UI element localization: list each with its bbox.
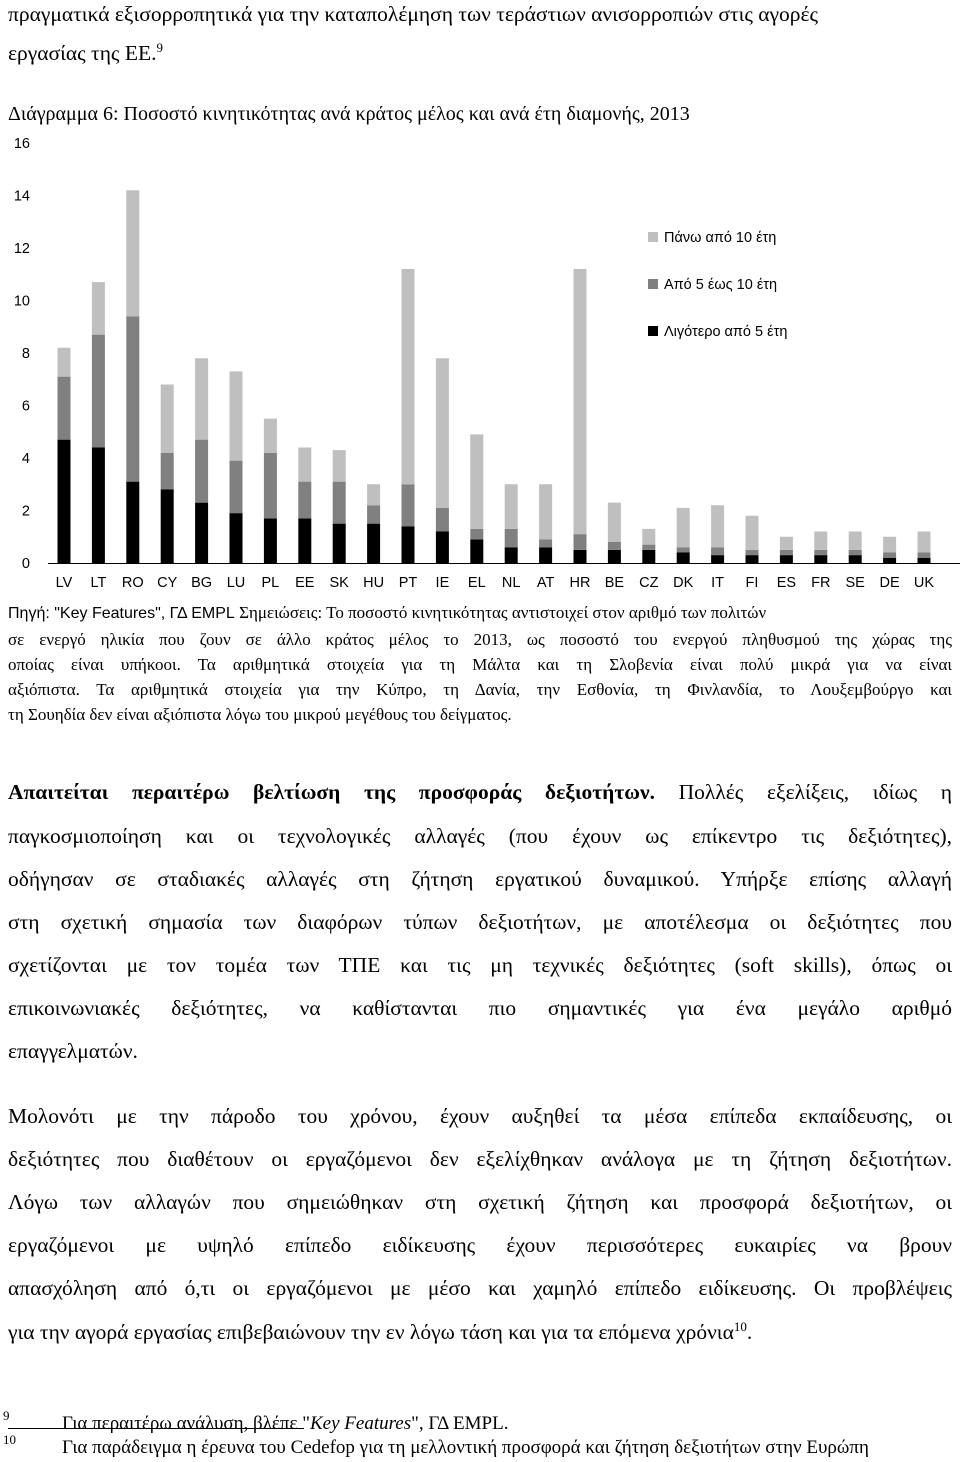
- bar-segment: [367, 524, 380, 563]
- bar-segment: [470, 539, 483, 563]
- footnote-9-pre: Για περαιτέρω ανάλυση, βλέπε ": [62, 1413, 310, 1434]
- bar-segment: [230, 461, 243, 514]
- bar-segment: [849, 555, 862, 563]
- bar-segment: [780, 555, 793, 563]
- chart-note-line-1: [8, 603, 766, 623]
- para2-line-6-end: .: [746, 1320, 753, 1344]
- bar-segment: [746, 550, 759, 555]
- footnote-9-italic: Key Features: [310, 1413, 412, 1434]
- para2-line-6-text: για την αγορά εργασίας επιβεβαιώνουν την εν λόγω τάση και για τα επόμενα χρόνια: [8, 1320, 734, 1344]
- bar-segment: [126, 316, 139, 481]
- bar-segment: [780, 537, 793, 550]
- x-tick-label: AT: [536, 575, 555, 591]
- y-tick-label: 16: [13, 136, 30, 152]
- legend-label: Πάνω από 10 έτη: [664, 230, 777, 246]
- x-tick-label: ES: [776, 575, 797, 591]
- bar-segment: [883, 537, 896, 553]
- bar-segment: [505, 484, 518, 529]
- y-tick-label: 4: [21, 451, 30, 467]
- x-tick-label: BE: [604, 575, 625, 591]
- para2-line-1: Μολονότι με την πάροδο του χρόνου, έχουν αυξηθεί τα μέσα επίπεδα εκπαίδευσης, οι: [8, 1104, 952, 1128]
- para2-line-4: εργαζόμενοι με υψηλό επίπεδο ειδίκευσης έχουν περισσότερες ευκαιρίες να βρουν: [8, 1233, 952, 1257]
- x-tick-label: LU: [226, 575, 246, 591]
- x-tick-label: FI: [745, 575, 759, 591]
- legend-label: Από 5 έως 10 έτη: [664, 277, 778, 293]
- x-tick-label: HU: [363, 575, 385, 591]
- bar-segment: [539, 547, 552, 563]
- x-tick-label: LT: [90, 575, 107, 591]
- bar-segment: [58, 348, 71, 377]
- bar-segment: [126, 482, 139, 563]
- bar-segment: [677, 508, 690, 547]
- intro-line-2-text: εργασίας της ΕΕ.: [8, 41, 157, 65]
- y-tick-label: 8: [21, 346, 30, 362]
- footnote-10-text: Για παράδειγμα η έρευνα του Cedefop για τη μελλοντική προσφορά και ζήτηση δεξιοτήτων στην Ευρώπη: [62, 1437, 869, 1458]
- footnote-9-post: ", ΓΔ EMPL.: [411, 1413, 509, 1434]
- x-tick-label: IT: [711, 575, 725, 591]
- footnote-9-text: [62, 1413, 508, 1435]
- chart-source: Πηγή: "Key Features", ΓΔ EMPL: [8, 605, 235, 622]
- bars: [58, 190, 931, 563]
- bar-segment: [505, 529, 518, 547]
- y-tick-label: 10: [13, 293, 30, 310]
- bar-segment: [298, 448, 311, 482]
- bar-segment: [505, 547, 518, 563]
- bar-segment: [849, 532, 862, 550]
- bar-segment: [264, 419, 277, 453]
- bar-segment: [470, 434, 483, 529]
- bar-segment: [608, 503, 621, 542]
- para1-line-1: [8, 780, 952, 805]
- legend-swatch: [648, 279, 658, 289]
- y-axis: [14, 136, 960, 572]
- para1-line-2: παγκοσμιοποίηση και οι τεχνολογικές αλλαγές (που έχουν ως επίκεντρο τις δεξιότητες),: [8, 824, 952, 848]
- bar-segment: [642, 550, 655, 563]
- para1-line-3: οδήγησαν σε σταδιακές αλλαγές στη ζήτηση εργατικού δυναμικού. Υπήρξε επίσης αλλαγή: [8, 867, 952, 891]
- chart-note-line-4: αξιόπιστα. Τα αριθμητικά στοιχεία για την Κύπρο, τη Δανία, την Εσθονία, τη Φινλανδία, το Λουξεμβούργο και: [8, 680, 952, 699]
- y-tick-label: 0: [21, 556, 30, 572]
- bar-segment: [230, 371, 243, 460]
- x-tick-label: NL: [501, 575, 521, 591]
- bar-segment: [333, 482, 346, 524]
- x-tick-label: CZ: [639, 575, 659, 591]
- legend-label: Λιγότερο από 5 έτη: [664, 324, 788, 340]
- bar-segment: [746, 516, 759, 550]
- bar-segment: [264, 453, 277, 519]
- bar-segment: [195, 503, 208, 563]
- bar-segment: [918, 553, 931, 558]
- para1-line-4: στη σχετική σημασία των διαφόρων τύπων δεξιοτήτων, με αποτέλεσμα οι δεξιότητες που: [8, 910, 952, 934]
- bar-segment: [402, 484, 415, 526]
- bar-segment: [608, 542, 621, 550]
- bar-segment: [814, 555, 827, 563]
- bar-segment: [436, 508, 449, 532]
- bar-segment: [333, 450, 346, 482]
- bar-segment: [677, 553, 690, 564]
- bar-segment: [298, 482, 311, 519]
- bar-segment: [574, 269, 587, 534]
- x-tick-label: EL: [467, 575, 486, 591]
- bar-segment: [746, 555, 759, 563]
- bar-segment: [918, 558, 931, 563]
- bar-segment: [711, 547, 724, 555]
- bar-segment: [711, 555, 724, 563]
- x-tick-label: CY: [157, 575, 178, 591]
- para1-line-1-text: Πολλές εξελίξεις, ιδίως η: [655, 780, 952, 804]
- footnote-10-number: 10: [3, 1432, 16, 1447]
- chart-note-line-2: σε ενεργό ηλικία που ζουν σε άλλο κράτος μέλος το 2013, ως ποσοστό του ενεργού πληθυσμού της χώρας της: [8, 630, 952, 649]
- x-tick-label: DE: [879, 575, 900, 591]
- footnote-9-number: 9: [3, 1408, 10, 1423]
- chart-note-line-5: τη Σουηδία δεν είναι αξιόπιστα λόγω του μικρού μεγέθους του δείγματος.: [8, 705, 512, 724]
- para1-line-7: επαγγελματών.: [8, 1039, 138, 1063]
- bar-segment: [58, 377, 71, 440]
- para1-line-6: επικοινωνιακές δεξιότητες, να καθίστανται πιο σημαντικές για ένα μεγάλο αριθμό: [8, 996, 952, 1020]
- bar-segment: [58, 440, 71, 563]
- x-tick-label: DK: [673, 575, 694, 591]
- legend-swatch: [648, 232, 658, 242]
- bar-segment: [402, 269, 415, 484]
- chart-title: Διάγραμμα 6: Ποσοστό κινητικότητας ανά κράτος μέλος και ανά έτη διαμονής, 2013: [8, 103, 690, 125]
- x-tick-label: SE: [845, 575, 865, 591]
- bar-segment: [367, 484, 380, 505]
- footnote-ref-10[interactable]: 10: [733, 1319, 747, 1334]
- bar-segment: [539, 539, 552, 547]
- bar-segment: [126, 190, 139, 316]
- bar-segment: [539, 484, 552, 539]
- x-tick-label: RO: [121, 575, 144, 591]
- y-tick-label: 2: [21, 503, 30, 520]
- legend: [648, 230, 787, 340]
- y-tick-label: 6: [21, 398, 30, 415]
- x-tick-label: PT: [398, 575, 418, 591]
- bar-segment: [918, 532, 931, 553]
- bar-segment: [161, 385, 174, 453]
- para1-heading: Απαιτείται περαιτέρω βελτίωση της προσφοράς δεξιοτήτων.: [8, 780, 655, 804]
- y-tick-label: 12: [13, 241, 30, 257]
- intro-line-2: [8, 40, 163, 66]
- intro-line-1: πραγματικά εξισορροπητικά για την καταπολέμηση των τεράστιων ανισορροπιών στις αγορές: [8, 2, 819, 26]
- x-tick-label: UK: [913, 575, 935, 591]
- bar-segment: [677, 547, 690, 552]
- x-tick-label: PL: [261, 575, 280, 591]
- bar-segment: [161, 453, 174, 490]
- bar-segment: [711, 505, 724, 547]
- bar-segment: [642, 545, 655, 550]
- bar-segment: [574, 550, 587, 563]
- bar-segment: [883, 558, 896, 563]
- x-tick-label: BG: [191, 575, 213, 591]
- x-tick-label: LV: [55, 575, 73, 591]
- x-tick-label: IE: [435, 575, 450, 591]
- bar-segment: [883, 553, 896, 558]
- chart-note-line-3: οποίας είναι υπήκοοι. Τα αριθμητικά στοιχεία για τη Μάλτα και τη Σλοβενία είναι πολύ μικρά για να είναι: [8, 655, 952, 674]
- x-tick-label: SK: [329, 575, 349, 591]
- chart-notes-start: Σημειώσεις: Το ποσοστό κινητικότητας αντιστοιχεί στον αριθμό των πολιτών: [234, 603, 767, 622]
- y-tick-label: 14: [13, 188, 30, 205]
- bar-segment: [402, 526, 415, 563]
- bar-segment: [367, 505, 380, 523]
- legend-swatch: [648, 326, 658, 336]
- bar-segment: [436, 532, 449, 564]
- bar-segment: [608, 550, 621, 563]
- x-tick-label: HR: [569, 575, 591, 591]
- bar-segment: [436, 358, 449, 508]
- para2-line-5: απασχόληση από ό,τι οι εργαζόμενοι με μέσο και χαμηλό επίπεδο ειδίκευσης. Οι προβλέψεις: [8, 1276, 952, 1300]
- bar-segment: [195, 440, 208, 503]
- bar-segment: [470, 529, 483, 540]
- bar-segment: [780, 550, 793, 555]
- bar-segment: [230, 513, 243, 563]
- x-tick-label: EE: [295, 575, 315, 591]
- footnote-ref-9[interactable]: 9: [156, 40, 163, 55]
- para2-line-2: δεξιότητες που διαθέτουν οι εργαζόμενοι δεν εξελίχθηκαν ανάλογα με τη ζήτηση δεξιοτήτων.: [8, 1147, 952, 1171]
- para1-line-5: σχετίζονται με τον τομέα των ΤΠΕ και τις μη τεχνικές δεξιότητες (soft skills), όπως οι: [8, 953, 952, 977]
- para2-line-3: Λόγω των αλλαγών που σημειώθηκαν στη σχετική ζήτηση και προσφορά δεξιοτήτων, οι: [8, 1190, 952, 1214]
- bar-segment: [849, 550, 862, 555]
- bar-segment: [195, 358, 208, 439]
- bar-segment: [814, 550, 827, 555]
- bar-segment: [574, 534, 587, 550]
- x-axis: [56, 575, 935, 591]
- bar-segment: [298, 518, 311, 563]
- stacked-bar-chart: [0, 130, 960, 600]
- bar-segment: [92, 448, 105, 564]
- x-tick-label: FR: [811, 575, 831, 591]
- bar-segment: [642, 529, 655, 545]
- bar-segment: [92, 282, 105, 335]
- bar-segment: [161, 490, 174, 564]
- bar-segment: [333, 524, 346, 563]
- bar-segment: [92, 335, 105, 448]
- para2-line-6: [8, 1319, 952, 1345]
- bar-segment: [814, 532, 827, 550]
- bar-segment: [264, 518, 277, 563]
